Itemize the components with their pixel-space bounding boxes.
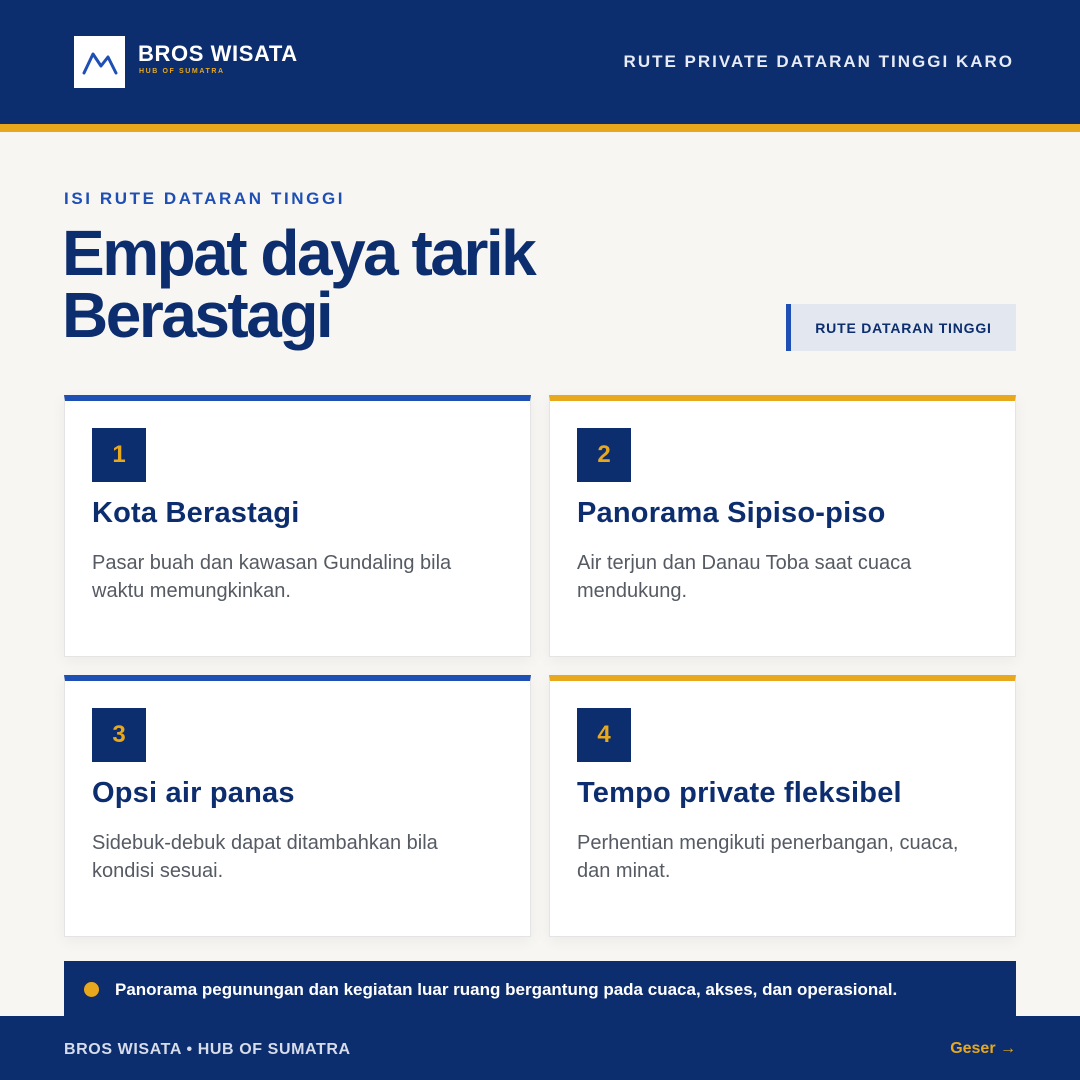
page-title-line-1: Empat daya tarik — [62, 217, 535, 289]
attraction-card-4 — [549, 675, 1016, 937]
page-title-line-2: Berastagi — [62, 279, 332, 351]
mountain-icon — [82, 48, 118, 76]
card-title: Kota Berastagi — [92, 497, 300, 529]
card-description: Pasar buah dan kawasan Gundaling bila waktu memungkinkan. — [92, 552, 452, 602]
attraction-card-2 — [549, 395, 1016, 657]
disclaimer-text: Panorama pegunungan dan kegiatan luar ruang bergantung pada cuaca, akses, dan operasional. — [115, 980, 898, 999]
logo — [74, 36, 125, 88]
card-description: Sidebuk-debuk dapat ditambahkan bila kondisi sesuai. — [92, 832, 438, 882]
footer — [0, 1016, 1080, 1080]
card-description: Perhentian mengikuti penerbangan, cuaca, dan minat. — [577, 832, 959, 882]
card-description: Air terjun dan Danau Toba saat cuaca mendukung. — [577, 552, 912, 602]
header-route-title: RUTE PRIVATE DATARAN TINGGI KARO — [623, 52, 1014, 71]
card-number-badge: 3 — [92, 708, 146, 762]
card-title: Tempo private fleksibel — [577, 777, 902, 809]
section-eyebrow: ISI RUTE DATARAN TINGGI — [64, 189, 346, 208]
card-number-badge: 1 — [92, 428, 146, 482]
card-title: Opsi air panas — [92, 777, 295, 809]
card-title: Panorama Sipiso-piso — [577, 497, 886, 529]
attraction-card-1 — [64, 395, 531, 657]
attraction-card-3 — [64, 675, 531, 937]
header-accent-stripe — [0, 124, 1080, 132]
brand-tagline: HUB OF SUMATRA — [139, 68, 225, 75]
disclaimer-note — [64, 961, 1016, 1018]
page-title — [62, 217, 682, 351]
footer-brand: BROS WISATA • HUB OF SUMATRA — [64, 1041, 351, 1058]
route-tag: RUTE DATARAN TINGGI — [786, 304, 1016, 351]
card-number-badge: 2 — [577, 428, 631, 482]
card-number-badge: 4 — [577, 708, 631, 762]
brand-name: BROS WISATA — [138, 41, 298, 66]
bullet-dot-icon — [84, 982, 99, 997]
header — [0, 0, 1080, 124]
swipe-next-link[interactable]: Geser → — [950, 1040, 1016, 1057]
